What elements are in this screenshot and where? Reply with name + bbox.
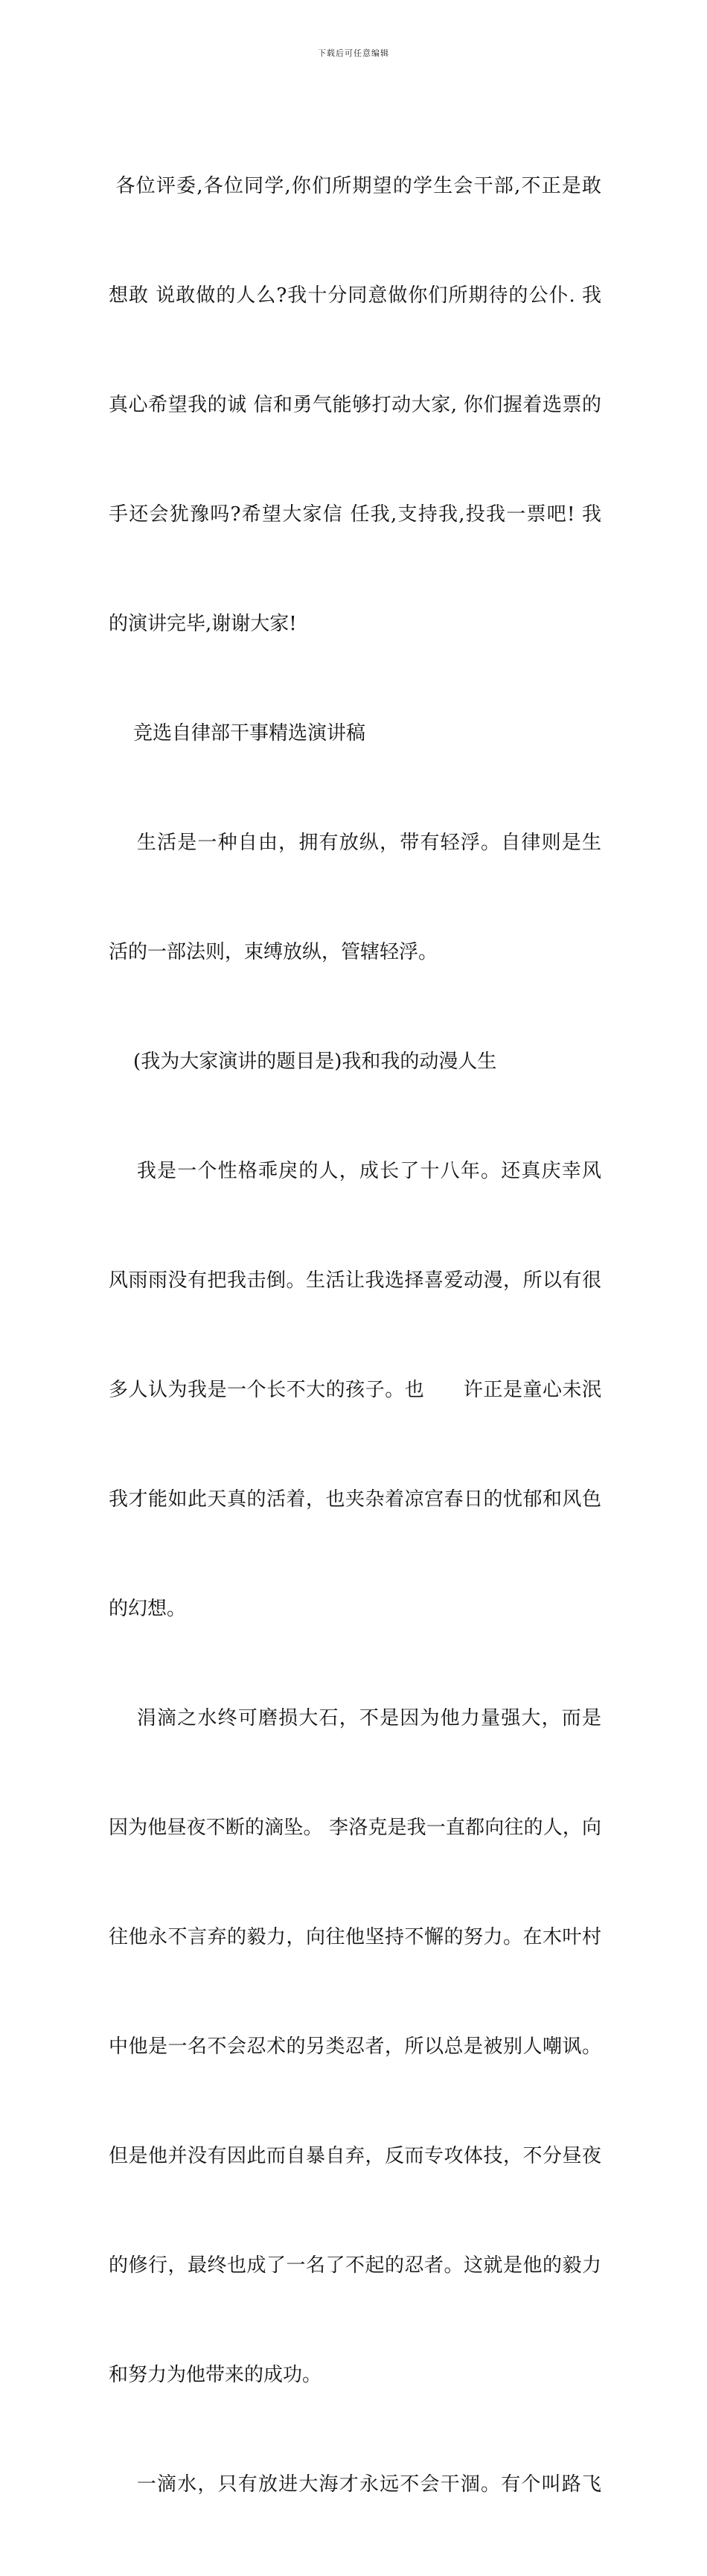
text-line: 的修行，最终也成了一名了不起的忍者。这就是他的毅力 xyxy=(109,2254,601,2277)
text-line: 生活是一种自由，拥有放纵，带有轻浮。自律则是生 xyxy=(109,832,601,854)
subtitle-line: (我为大家演讲的题目是)我和我的动漫人生 xyxy=(109,1051,497,1073)
text-line: 涓滴之水终可磨损大石，不是因为他力量强大，而是 xyxy=(109,1707,601,1729)
text-line: 和努力为他带来的成功。 xyxy=(109,2364,322,2386)
text-line: 真心希望我的诚 信和勇气能够打动大家, 你们握着选票的 xyxy=(109,394,601,416)
section-title-line: 竞选自律部干事精选演讲稿 xyxy=(109,722,366,745)
text-line: 风雨雨没有把我击倒。生活让我选择喜爱动漫，所以有很 xyxy=(109,1269,601,1292)
page-header-watermark: 下载后可任意编辑 xyxy=(318,48,389,58)
text-line: 的演讲完毕,谢谢大家! xyxy=(109,613,297,635)
text-line: 中他是一名不会忍术的另类忍者，所以总是被别人嘲讽。 xyxy=(109,2035,601,2058)
text-line: 手还会犹豫吗?希望大家信 任我,支持我,投我一票吧! 我 xyxy=(109,503,601,526)
text-line: 我是一个性格乖戾的人，成长了十八年。还真庆幸风 xyxy=(109,1160,601,1182)
text-line: 一滴水，只有放进大海才永远不会干涸。有个叫路飞 xyxy=(109,2473,601,2496)
text-line: 往他永不言弃的毅力，向往他坚持不懈的努力。在木叶村 xyxy=(109,1926,601,1948)
text-line: 活的一部法则，束缚放纵，管辖轻浮。 xyxy=(109,941,438,963)
text-line: 各位评委,各位同学,你们所期望的学生会干部,不正是敢 xyxy=(109,175,601,197)
text-line: 想敢 说敢做的人么?我十分同意做你们所期待的公仆. 我 xyxy=(109,284,601,307)
text-line: 但是他并没有因此而自暴自弃，反而专攻体技，不分昼夜 xyxy=(109,2145,601,2167)
text-line: 多人认为我是一个长不大的孩子。也 许正是童心未泯 xyxy=(109,1379,601,1401)
text-line: 因为他昼夜不断的滴坠。 李洛克是我一直都向往的人，向 xyxy=(109,1817,601,1839)
text-line: 的幻想。 xyxy=(109,1598,187,1620)
text-line: 我才能如此天真的活着，也夹杂着凉宫春日的忧郁和风色 xyxy=(109,1488,601,1511)
document-body xyxy=(109,95,601,2576)
text-block xyxy=(109,95,601,2576)
